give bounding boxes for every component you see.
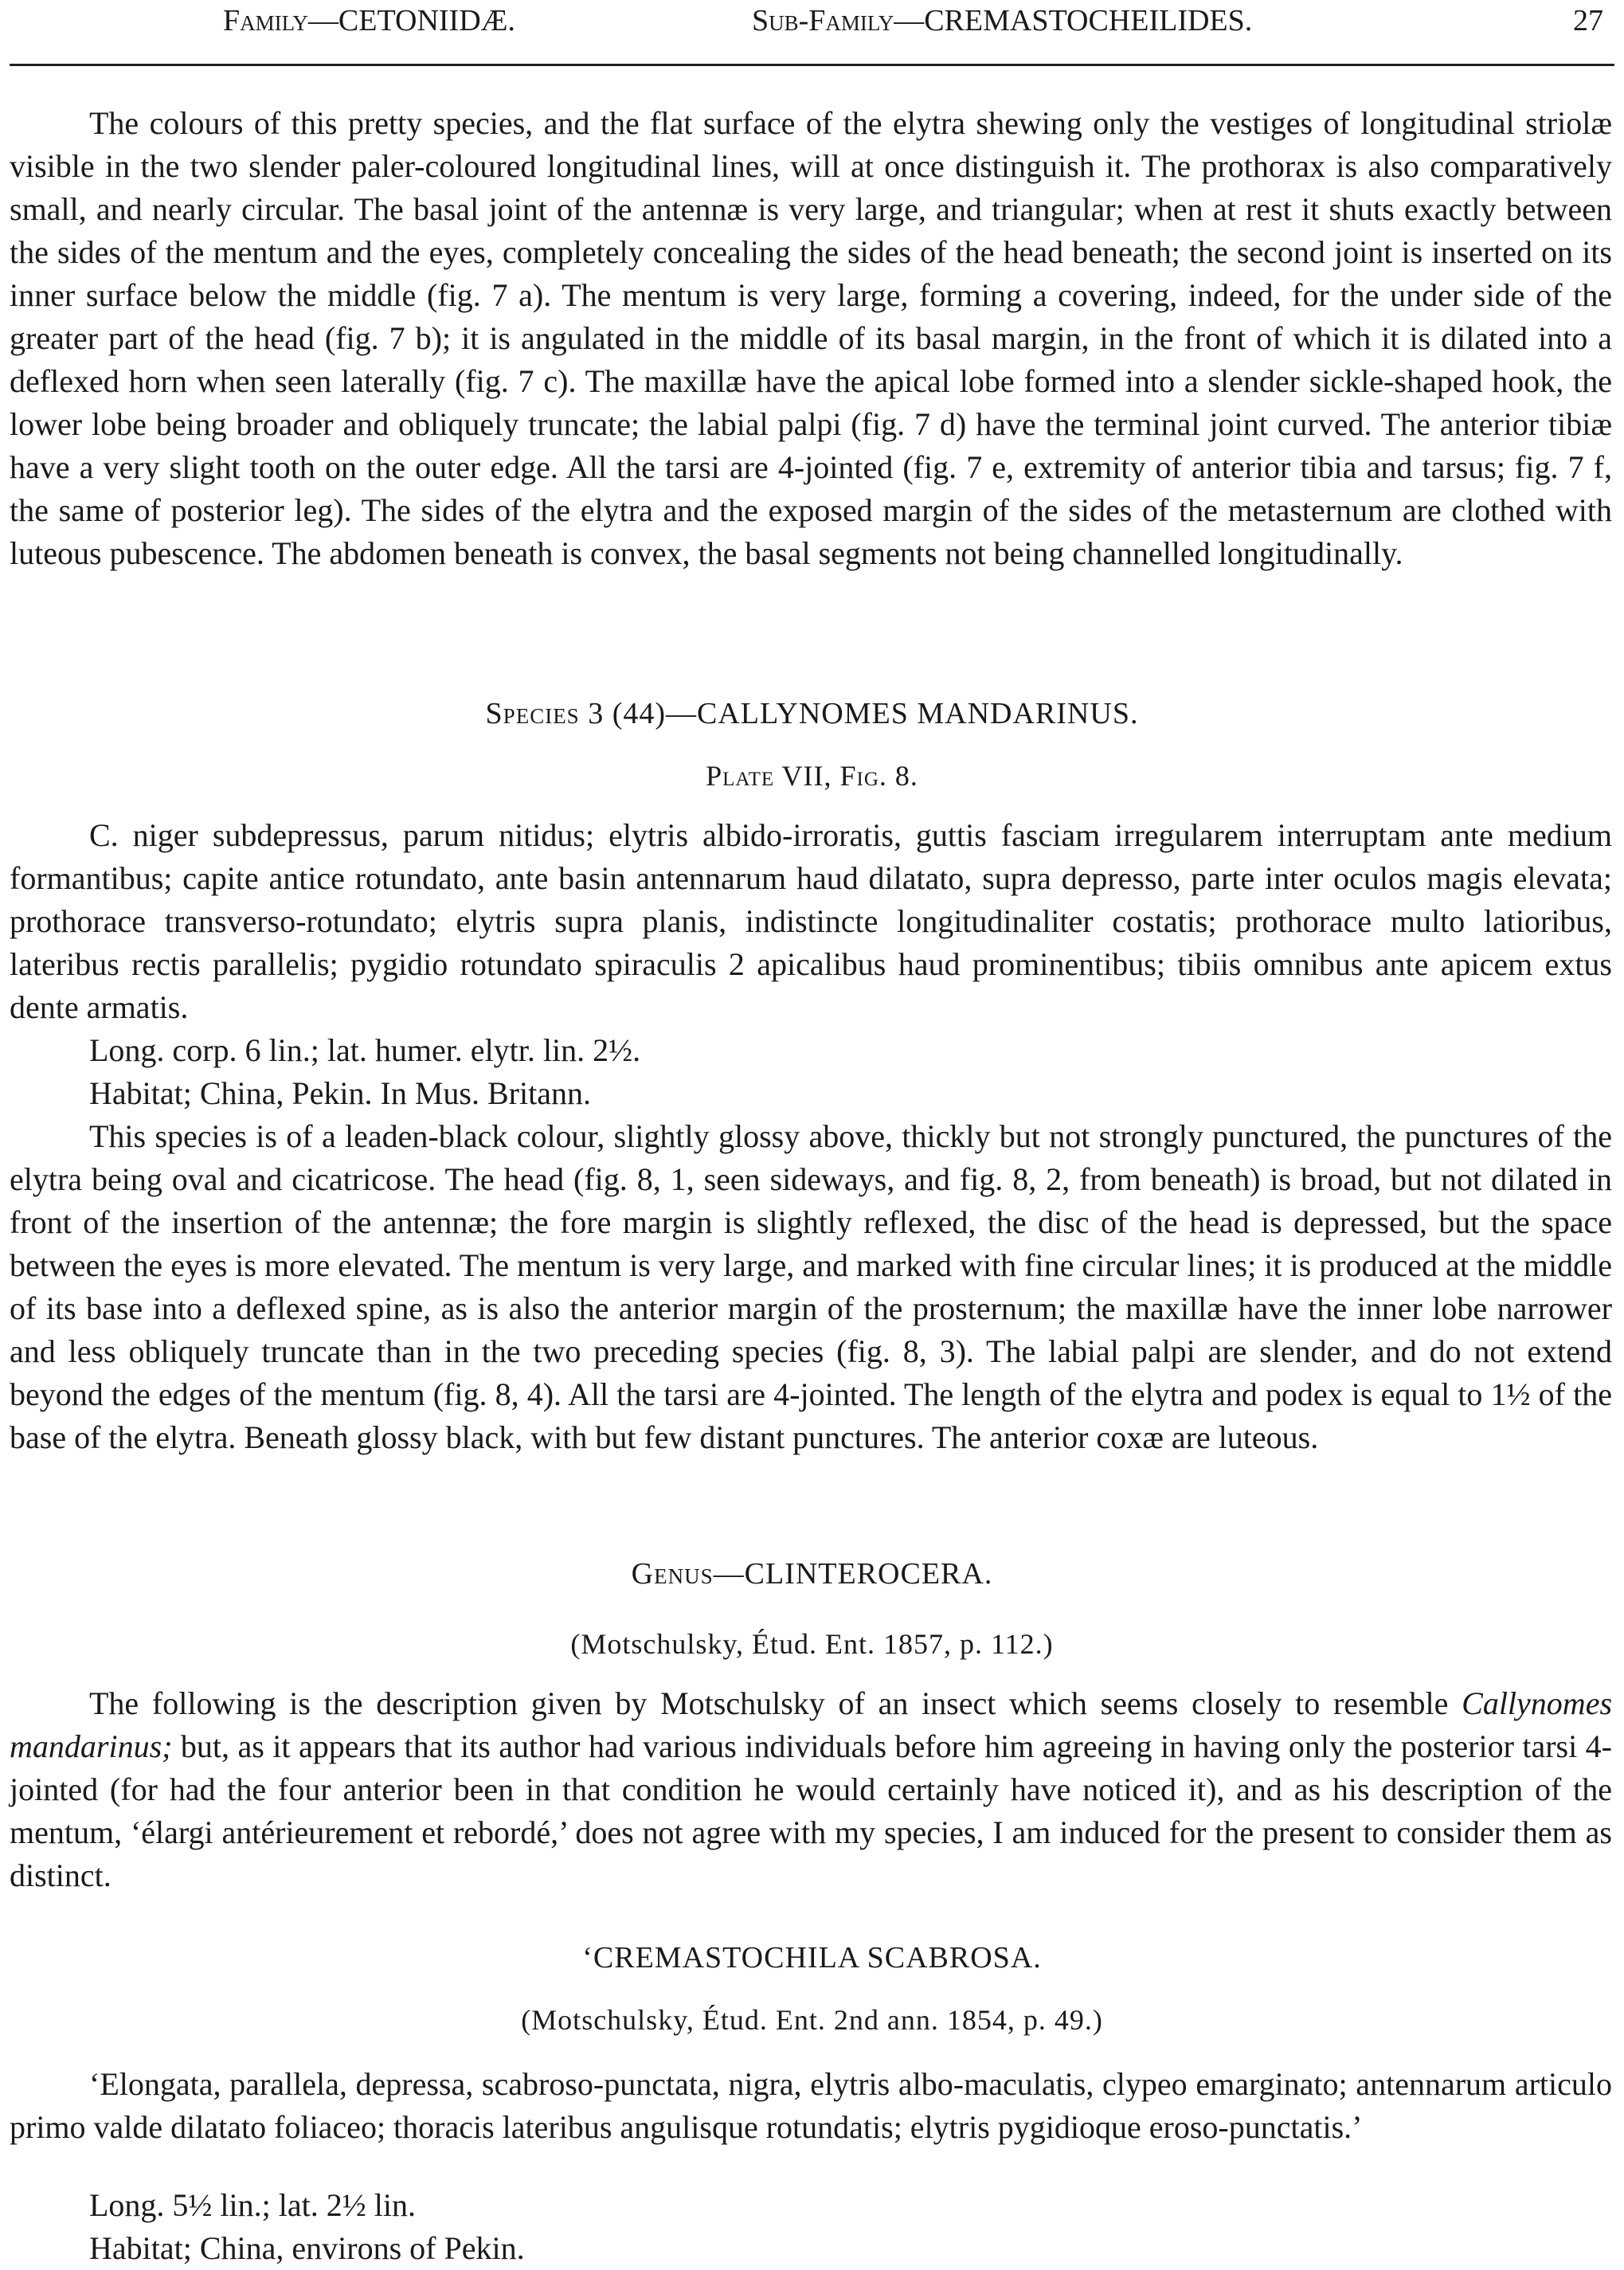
habitat-line: Habitat; China, Pekin. In Mus. Britann.: [89, 1075, 591, 1111]
running-header: [10, 3, 1614, 38]
header-rule: [10, 64, 1614, 66]
species-heading: Species 3 (44)—CALLYNOMES MANDARINUS.: [485, 697, 1139, 730]
paragraph-lead: The following is the description given by Motschulsky of an insect which seems closely to resemble: [89, 1685, 1449, 1721]
paragraph-species-description: This species is of a leaden-black colour, slightly glossy above, thickly but not strongly punctured, the punctures of the elytra being oval and cicatricose. The head (fig. 8, 1, seen sideways, and fig. 8, 2, from beneath) is broad, but not dilated in front of the insertion of the antennæ; the fore margin is slightly reflexed, the disc of the head is depressed, but the space between the eyes is more elevated. The mentum is very large, and marked with fine circular lines; it is produced at the middle of its base into a deflexed spine, as is also the anterior margin of the prosternum; the maxillæ have the inner lobe narrower and less obliquely truncate than in the two preceding species (fig. 8, 3). The labial palpi are slender, and do not extend beyond the edges of the mentum (fig. 8, 4). All the tarsi are 4-jointed. The length of the elytra and podex is equal to 1½ of the base of the elytra. Beneath glossy black, with but few distant punctures. The anterior coxæ are luteous.: [10, 1118, 1612, 1455]
latin-description: C. niger subdepressus, parum nitidus; elytris albido-irroratis, guttis fasciam irregularem interruptam ante medium formantibus; capite antice rotundato, ante basin antennarum haud dilatato, supra depresso, parte inter oculos magis elevata; prothorace transverso-rotundato; elytris supra planis, indistincte longitudinaliter costatis; prothorace multo latioribus, lateribus rectis parallelis; pygidio rotundato spiraculis 2 apicalibus haud prominentibus; tibiis omnibus ante apicem extus dente armatis.: [10, 817, 1612, 1025]
header-subfamily: Sub-Family—CREMASTOCHEILIDES.: [752, 4, 1253, 37]
genus-citation: (Motschulsky, Étud. Ent. 1857, p. 112.): [570, 1628, 1054, 1660]
measurement-line-2: Long. 5½ lin.; lat. 2½ lin.: [89, 2187, 416, 2223]
quoted-latin-description: ‘Elongata, parallela, depressa, scabroso-punctata, nigra, elytris albo-maculatis, clypeo emarginato; antennarum articulo primo valde dilatato foliaceo; thoracis lateribus angulisque rotundatis; elytris pygidioque eroso-punctatis.’: [10, 2066, 1612, 2145]
header-family: Family—CETONIIDÆ.: [223, 4, 515, 37]
page-number: 27: [1573, 4, 1603, 37]
paragraph-rest: but, as it appears that its author had various individuals before him agreeing in having only the posterior tarsi 4-jointed (for had the four anterior been in that condition he would certainly have noticed it), and as his description of the mentum, ‘élargi antérieurement et rebordé,’ does not agree with my species, I am induced for the present to consider them as distinct.: [10, 1728, 1613, 1893]
measurement-line: Long. corp. 6 lin.; lat. humer. elytr. lin. 2½.: [89, 1032, 641, 1068]
species-name-italic: Callynomes mandarinus;: [10, 1685, 1613, 1764]
genus-heading: Genus—CLINTEROCERA.: [631, 1557, 993, 1591]
quoted-citation: (Motschulsky, Étud. Ent. 2nd ann. 1854, p. 49.): [521, 2004, 1103, 2036]
habitat-line-2: Habitat; China, environs of Pekin.: [89, 2230, 525, 2266]
paragraph-motschulsky: [10, 1682, 1612, 1897]
quoted-species-heading: ‘CREMASTOCHILA SCABROSA.: [582, 1941, 1042, 1975]
paragraph-colour-description: The colours of this pretty species, and the flat surface of the elytra shewing only the vestiges of longitudinal striolæ visible in the two slender paler-coloured longitudinal lines, will at once distinguish it. The prothorax is also comparatively small, and nearly circular. The basal joint of the antennæ is very large, and triangular; when at rest it shuts exactly between the sides of the mentum and the eyes, completely concealing the sides of the head beneath; the second joint is inserted on its inner surface below the middle (fig. 7 a). The mentum is very large, forming a covering, indeed, for the under side of the greater part of the head (fig. 7 b); it is angulated in the middle of its basal margin, in the front of which it is dilated into a deflexed horn when seen laterally (fig. 7 c). The maxillæ have the apical lobe formed into a slender sickle-shaped hook, the lower lobe being broader and obliquely truncate; the labial palpi (fig. 7 d) have the terminal joint curved. The anterior tibiæ have a very slight tooth on the outer edge. All the tarsi are 4-jointed (fig. 7 e, extremity of anterior tibia and tarsus; fig. 7 f, the same of posterior leg). The sides of the elytra and the exposed margin of the sides of the metasternum are clothed with luteous pubescence. The abdomen beneath is convex, the basal segments not being channelled longitudinally.: [10, 105, 1612, 571]
plate-reference: Plate VII, Fig. 8.: [706, 760, 918, 792]
